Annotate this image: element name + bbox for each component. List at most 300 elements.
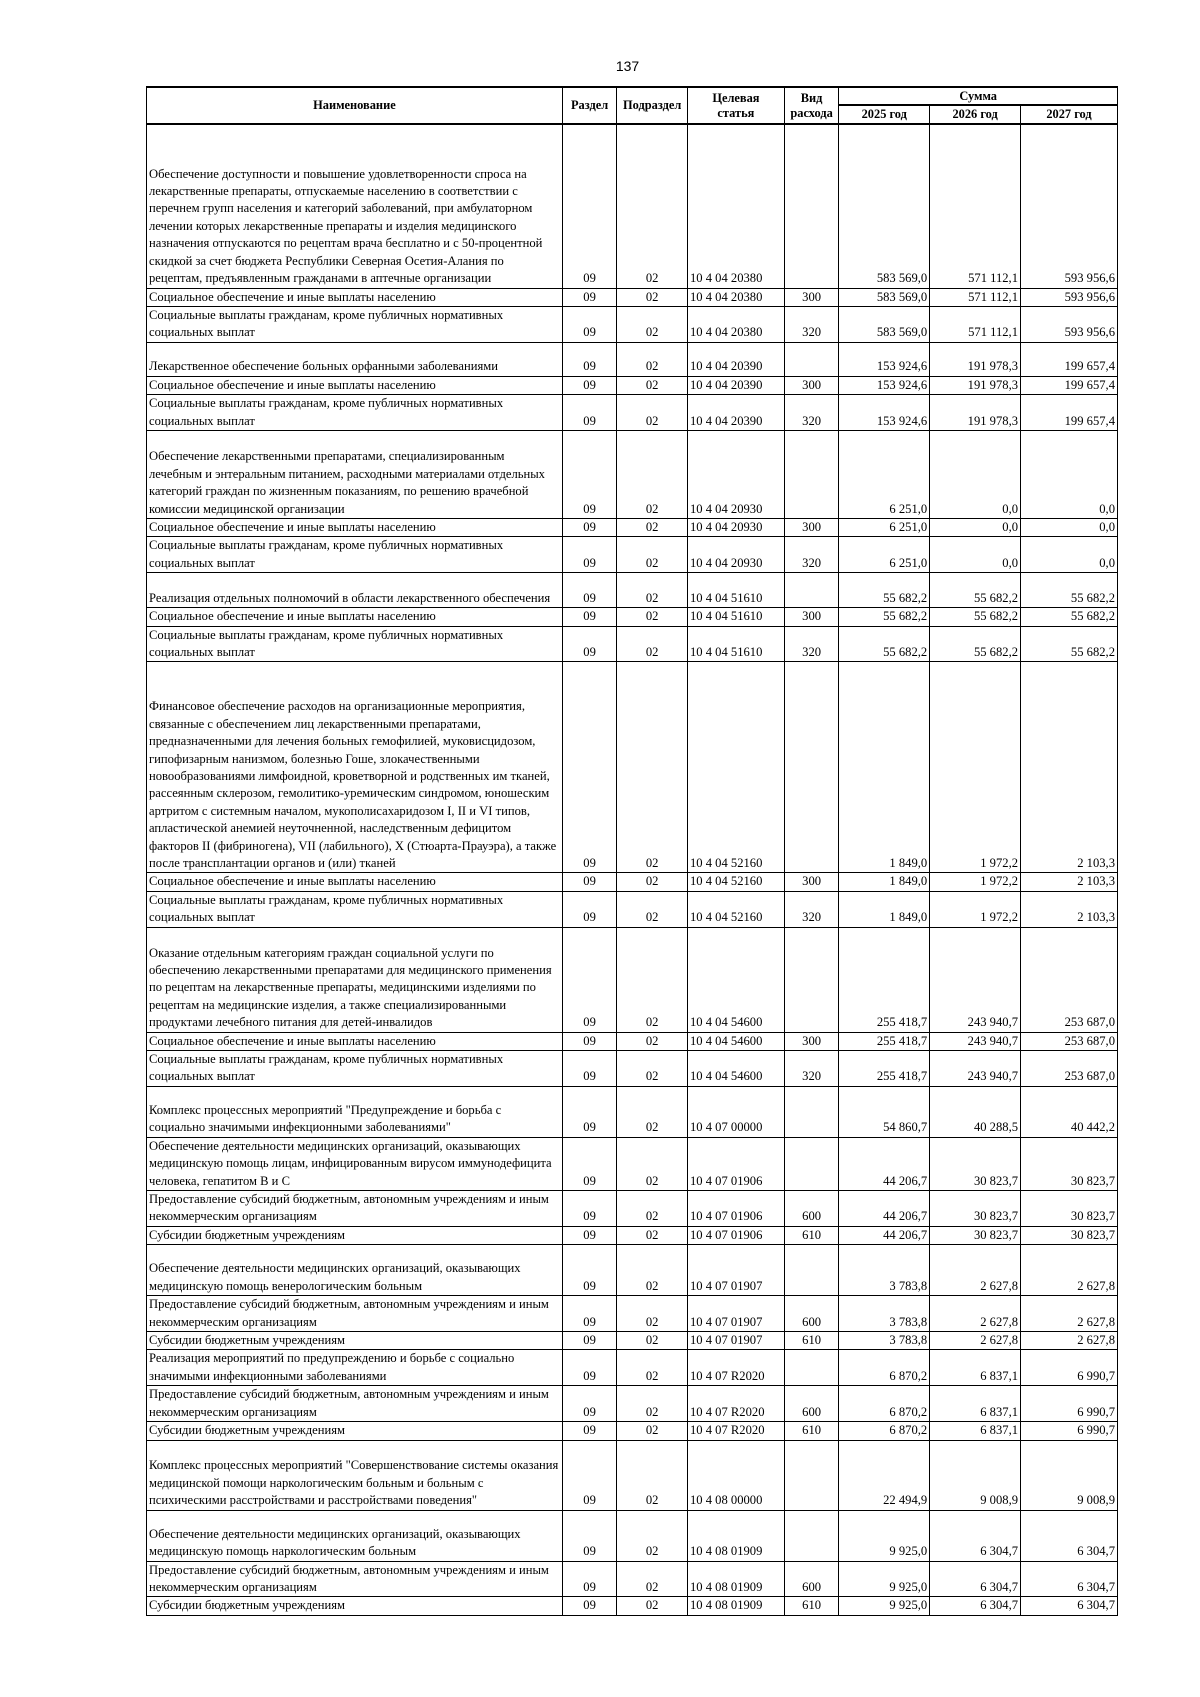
- row-subsection: 02: [617, 1510, 688, 1561]
- table-row: [147, 1032, 1118, 1050]
- row-target-article: 10 4 04 20390: [687, 395, 784, 431]
- row-sum-2025: 9 925,0: [839, 1510, 930, 1561]
- row-section: 09: [562, 1510, 617, 1561]
- row-section: 09: [562, 395, 617, 431]
- row-name: Субсидии бюджетным учреждениям: [147, 1422, 563, 1440]
- row-subsection: 02: [617, 1422, 688, 1440]
- row-sum-2026: 9 008,9: [930, 1440, 1021, 1510]
- row-expense-type: 320: [784, 626, 839, 662]
- row-expense-type: [784, 1440, 839, 1510]
- row-target-article: 10 4 04 20930: [687, 537, 784, 573]
- row-sum-2026: 1 972,2: [930, 891, 1021, 927]
- row-name: Социальные выплаты гражданам, кроме публичных нормативных социальных выплат: [147, 891, 563, 927]
- row-subsection: 02: [617, 430, 688, 518]
- row-expense-type: 610: [784, 1226, 839, 1244]
- row-name: Обеспечение деятельности медицинских организаций, оказывающих медицинскую помощь венерологическим больным: [147, 1245, 563, 1296]
- row-sum-2027: 2 627,8: [1021, 1332, 1118, 1350]
- row-sum-2026: 1 972,2: [930, 873, 1021, 891]
- row-sum-2027: 253 687,0: [1021, 1051, 1118, 1087]
- row-subsection: 02: [617, 608, 688, 626]
- table-row: [147, 124, 1118, 288]
- row-section: 09: [562, 608, 617, 626]
- row-expense-type: 320: [784, 306, 839, 342]
- row-sum-2025: 6 251,0: [839, 537, 930, 573]
- row-subsection: 02: [617, 626, 688, 662]
- row-target-article: 10 4 04 52160: [687, 662, 784, 873]
- header-type-line2: расхода: [790, 105, 833, 120]
- row-target-article: 10 4 04 20930: [687, 430, 784, 518]
- row-name: Предоставление субсидий бюджетным, автономным учреждениям и иным некоммерческим организациям: [147, 1296, 563, 1332]
- row-section: 09: [562, 124, 617, 288]
- row-sum-2026: 30 823,7: [930, 1137, 1021, 1190]
- row-target-article: 10 4 04 51610: [687, 626, 784, 662]
- table-row: [147, 873, 1118, 891]
- row-subsection: 02: [617, 376, 688, 394]
- row-section: 09: [562, 662, 617, 873]
- row-subsection: 02: [617, 873, 688, 891]
- header-target-line2: статья: [717, 105, 755, 120]
- header-section: Раздел: [562, 87, 617, 124]
- row-sum-2027: 253 687,0: [1021, 927, 1118, 1032]
- table-row: [147, 662, 1118, 873]
- row-name: Предоставление субсидий бюджетным, автономным учреждениям и иным некоммерческим организациям: [147, 1191, 563, 1227]
- table-row: [147, 288, 1118, 306]
- row-sum-2025: 55 682,2: [839, 608, 930, 626]
- row-expense-type: 600: [784, 1386, 839, 1422]
- row-sum-2025: 55 682,2: [839, 626, 930, 662]
- row-subsection: 02: [617, 927, 688, 1032]
- row-name: Социальные выплаты гражданам, кроме публичных нормативных социальных выплат: [147, 537, 563, 573]
- row-sum-2025: 6 870,2: [839, 1386, 930, 1422]
- row-section: 09: [562, 1245, 617, 1296]
- table-row: [147, 518, 1118, 536]
- row-section: 09: [562, 1350, 617, 1386]
- row-expense-type: 610: [784, 1422, 839, 1440]
- table-row: [147, 1296, 1118, 1332]
- row-section: 09: [562, 537, 617, 573]
- row-sum-2025: 55 682,2: [839, 573, 930, 608]
- row-sum-2026: 6 304,7: [930, 1510, 1021, 1561]
- row-name: Социальное обеспечение и иные выплаты населению: [147, 376, 563, 394]
- row-sum-2026: 0,0: [930, 518, 1021, 536]
- page-number: 137: [615, 58, 640, 74]
- row-sum-2025: 3 783,8: [839, 1245, 930, 1296]
- row-name: Обеспечение деятельности медицинских организаций, оказывающих медицинскую помощь лицам, инфицированным вирусом иммунодефицита человека, гепатитом В и С: [147, 1137, 563, 1190]
- row-sum-2027: 2 103,3: [1021, 891, 1118, 927]
- row-section: 09: [562, 927, 617, 1032]
- row-sum-2027: 2 627,8: [1021, 1296, 1118, 1332]
- row-sum-2027: 0,0: [1021, 430, 1118, 518]
- row-expense-type: [784, 662, 839, 873]
- row-target-article: 10 4 04 51610: [687, 573, 784, 608]
- row-section: 09: [562, 1086, 617, 1137]
- row-subsection: 02: [617, 1440, 688, 1510]
- row-sum-2025: 3 783,8: [839, 1332, 930, 1350]
- row-section: 09: [562, 1137, 617, 1190]
- row-name: Лекарственное обеспечение больных орфанными заболеваниями: [147, 342, 563, 376]
- row-sum-2026: 6 837,1: [930, 1422, 1021, 1440]
- row-sum-2025: 44 206,7: [839, 1226, 930, 1244]
- row-sum-2025: 255 418,7: [839, 927, 930, 1032]
- table-body: [147, 124, 1118, 1615]
- row-expense-type: [784, 927, 839, 1032]
- row-sum-2026: 243 940,7: [930, 927, 1021, 1032]
- table-row: [147, 1226, 1118, 1244]
- table-row: [147, 1051, 1118, 1087]
- row-expense-type: 320: [784, 395, 839, 431]
- row-name: Обеспечение лекарственными препаратами, специализированным лечебным и энтеральным питанием, расходными материалами отдельных категорий граждан по жизненным показаниям, по решению врачебной комиссии медицинской организации: [147, 430, 563, 518]
- row-target-article: 10 4 04 54600: [687, 927, 784, 1032]
- row-sum-2025: 583 569,0: [839, 306, 930, 342]
- row-sum-2026: 6 837,1: [930, 1386, 1021, 1422]
- row-sum-2025: 44 206,7: [839, 1137, 930, 1190]
- row-expense-type: 300: [784, 873, 839, 891]
- row-target-article: 10 4 08 01909: [687, 1561, 784, 1597]
- header-year-2026: 2026 год: [930, 105, 1021, 124]
- row-name: Социальное обеспечение и иные выплаты населению: [147, 518, 563, 536]
- row-subsection: 02: [617, 395, 688, 431]
- row-target-article: 10 4 04 20380: [687, 306, 784, 342]
- row-sum-2025: 255 418,7: [839, 1032, 930, 1050]
- row-expense-type: [784, 342, 839, 376]
- row-sum-2026: 571 112,1: [930, 288, 1021, 306]
- row-sum-2026: 6 837,1: [930, 1350, 1021, 1386]
- row-sum-2026: 571 112,1: [930, 306, 1021, 342]
- row-section: 09: [562, 342, 617, 376]
- row-sum-2025: 54 860,7: [839, 1086, 930, 1137]
- row-name: Реализация отдельных полномочий в области лекарственного обеспечения: [147, 573, 563, 608]
- row-sum-2025: 255 418,7: [839, 1051, 930, 1087]
- row-section: 09: [562, 1226, 617, 1244]
- row-subsection: 02: [617, 1245, 688, 1296]
- row-subsection: 02: [617, 1051, 688, 1087]
- header-subsection: Подраздел: [617, 87, 688, 124]
- row-sum-2025: 6 251,0: [839, 518, 930, 536]
- row-expense-type: [784, 573, 839, 608]
- row-sum-2027: 253 687,0: [1021, 1032, 1118, 1050]
- row-section: 09: [562, 288, 617, 306]
- row-target-article: 10 4 04 20380: [687, 124, 784, 288]
- row-subsection: 02: [617, 537, 688, 573]
- row-subsection: 02: [617, 1296, 688, 1332]
- row-target-article: 10 4 08 00000: [687, 1440, 784, 1510]
- row-name: Субсидии бюджетным учреждениям: [147, 1597, 563, 1615]
- row-subsection: 02: [617, 1226, 688, 1244]
- row-sum-2026: 2 627,8: [930, 1332, 1021, 1350]
- row-expense-type: [784, 1137, 839, 1190]
- row-expense-type: [784, 1086, 839, 1137]
- row-sum-2027: 2 103,3: [1021, 662, 1118, 873]
- row-sum-2027: 6 990,7: [1021, 1350, 1118, 1386]
- header-target-line1: Целевая: [712, 90, 760, 105]
- row-sum-2026: 0,0: [930, 537, 1021, 573]
- table-row: [147, 1245, 1118, 1296]
- row-section: 09: [562, 891, 617, 927]
- row-sum-2027: 6 990,7: [1021, 1386, 1118, 1422]
- row-name: Предоставление субсидий бюджетным, автономным учреждениям и иным некоммерческим организациям: [147, 1561, 563, 1597]
- row-name: Предоставление субсидий бюджетным, автономным учреждениям и иным некоммерческим организациям: [147, 1386, 563, 1422]
- table-header: [147, 87, 1118, 124]
- row-sum-2027: 40 442,2: [1021, 1086, 1118, 1137]
- row-sum-2026: 2 627,8: [930, 1245, 1021, 1296]
- row-target-article: 10 4 04 20380: [687, 288, 784, 306]
- row-sum-2027: 593 956,6: [1021, 306, 1118, 342]
- row-expense-type: [784, 430, 839, 518]
- row-target-article: 10 4 07 R2020: [687, 1422, 784, 1440]
- row-name: Социальное обеспечение и иные выплаты населению: [147, 873, 563, 891]
- row-target-article: 10 4 04 52160: [687, 891, 784, 927]
- row-subsection: 02: [617, 662, 688, 873]
- row-target-article: 10 4 04 20390: [687, 342, 784, 376]
- row-section: 09: [562, 1051, 617, 1087]
- row-sum-2027: 55 682,2: [1021, 573, 1118, 608]
- row-sum-2025: 22 494,9: [839, 1440, 930, 1510]
- row-subsection: 02: [617, 342, 688, 376]
- budget-table: [146, 86, 1118, 1616]
- table-row: [147, 608, 1118, 626]
- row-section: 09: [562, 1386, 617, 1422]
- row-sum-2026: 40 288,5: [930, 1086, 1021, 1137]
- row-sum-2027: 6 304,7: [1021, 1597, 1118, 1615]
- row-expense-type: 300: [784, 518, 839, 536]
- row-subsection: 02: [617, 1191, 688, 1227]
- row-target-article: 10 4 04 54600: [687, 1051, 784, 1087]
- table-row: [147, 1440, 1118, 1510]
- row-sum-2026: 243 940,7: [930, 1032, 1021, 1050]
- row-sum-2027: 30 823,7: [1021, 1137, 1118, 1190]
- row-name: Комплекс процессных мероприятий "Предупреждение и борьба с социально значимыми инфекционными заболеваниями": [147, 1086, 563, 1137]
- row-target-article: 10 4 07 00000: [687, 1086, 784, 1137]
- table-row: [147, 376, 1118, 394]
- row-sum-2026: 1 972,2: [930, 662, 1021, 873]
- row-sum-2025: 1 849,0: [839, 662, 930, 873]
- table-row: [147, 306, 1118, 342]
- row-expense-type: 320: [784, 537, 839, 573]
- table-row: [147, 537, 1118, 573]
- row-target-article: 10 4 04 20390: [687, 376, 784, 394]
- row-sum-2025: 9 925,0: [839, 1561, 930, 1597]
- table-row: [147, 1191, 1118, 1227]
- row-sum-2027: 30 823,7: [1021, 1226, 1118, 1244]
- row-section: 09: [562, 626, 617, 662]
- row-subsection: 02: [617, 1350, 688, 1386]
- row-target-article: 10 4 07 01906: [687, 1226, 784, 1244]
- row-name: Субсидии бюджетным учреждениям: [147, 1226, 563, 1244]
- row-sum-2026: 55 682,2: [930, 573, 1021, 608]
- row-sum-2025: 6 870,2: [839, 1422, 930, 1440]
- row-sum-2026: 2 627,8: [930, 1296, 1021, 1332]
- row-sum-2027: 55 682,2: [1021, 608, 1118, 626]
- row-subsection: 02: [617, 1386, 688, 1422]
- row-target-article: 10 4 08 01909: [687, 1510, 784, 1561]
- row-section: 09: [562, 376, 617, 394]
- row-sum-2025: 583 569,0: [839, 288, 930, 306]
- row-target-article: 10 4 07 R2020: [687, 1350, 784, 1386]
- row-sum-2025: 6 870,2: [839, 1350, 930, 1386]
- row-sum-2027: 199 657,4: [1021, 395, 1118, 431]
- table-row: [147, 1137, 1118, 1190]
- row-target-article: 10 4 07 01907: [687, 1296, 784, 1332]
- row-name: Социальные выплаты гражданам, кроме публичных нормативных социальных выплат: [147, 626, 563, 662]
- row-sum-2026: 571 112,1: [930, 124, 1021, 288]
- row-name: Финансовое обеспечение расходов на организационные мероприятия, связанные с обеспечением лиц лекарственными препаратами, предназначенными для лечения больных гемофилией, муковисцидозом, гипофизарным нанизмом, болезнью Гоше, злокачественными новообразованиями лимфоидной, кроветворной и родственных им тканей, рассеянным склерозом, гемолитико-уремическим синдромом, юношеским артритом с системным началом, мукополисахаридозом I, II и VI типов, апластической анемией неуточненной, наследственным дефицитом факторов II (фибриногена), VII (лабильного), X (Стюарта-Прауэра), а также после трансплантации органов и (или) тканей: [147, 662, 563, 873]
- row-expense-type: [784, 1510, 839, 1561]
- row-name: Социальное обеспечение и иные выплаты населению: [147, 1032, 563, 1050]
- header-type-line1: Вид: [800, 90, 823, 105]
- row-section: 09: [562, 518, 617, 536]
- row-target-article: 10 4 07 01906: [687, 1137, 784, 1190]
- table-row: [147, 1086, 1118, 1137]
- table-row: [147, 573, 1118, 608]
- row-sum-2026: 191 978,3: [930, 342, 1021, 376]
- header-expense-type: [784, 87, 839, 124]
- row-target-article: 10 4 07 R2020: [687, 1386, 784, 1422]
- row-section: 09: [562, 1296, 617, 1332]
- row-sum-2026: 30 823,7: [930, 1226, 1021, 1244]
- row-expense-type: [784, 1350, 839, 1386]
- row-sum-2027: 6 304,7: [1021, 1510, 1118, 1561]
- table-row: [147, 342, 1118, 376]
- row-sum-2027: 199 657,4: [1021, 342, 1118, 376]
- row-target-article: 10 4 07 01906: [687, 1191, 784, 1227]
- row-sum-2027: 6 304,7: [1021, 1561, 1118, 1597]
- row-expense-type: 300: [784, 288, 839, 306]
- row-subsection: 02: [617, 518, 688, 536]
- row-name: Комплекс процессных мероприятий "Совершенствование системы оказания медицинской помощи наркологическим больным и больным с психическими расстройствами и расстройствами поведения": [147, 1440, 563, 1510]
- table-row: [147, 1422, 1118, 1440]
- table-row: [147, 1561, 1118, 1597]
- row-name: Социальное обеспечение и иные выплаты населению: [147, 608, 563, 626]
- header-sum: Сумма: [839, 87, 1118, 105]
- row-sum-2026: 6 304,7: [930, 1561, 1021, 1597]
- row-sum-2025: 9 925,0: [839, 1597, 930, 1615]
- row-subsection: 02: [617, 891, 688, 927]
- row-section: 09: [562, 1191, 617, 1227]
- row-subsection: 02: [617, 1561, 688, 1597]
- row-sum-2026: 30 823,7: [930, 1191, 1021, 1227]
- table-row: [147, 1386, 1118, 1422]
- table-row: [147, 626, 1118, 662]
- table-row: [147, 1597, 1118, 1615]
- row-name: Социальное обеспечение и иные выплаты населению: [147, 288, 563, 306]
- row-section: 09: [562, 306, 617, 342]
- row-sum-2027: 2 627,8: [1021, 1245, 1118, 1296]
- row-expense-type: 610: [784, 1597, 839, 1615]
- row-sum-2027: 2 103,3: [1021, 873, 1118, 891]
- header-target-article: [687, 87, 784, 124]
- row-sum-2025: 153 924,6: [839, 376, 930, 394]
- row-sum-2027: 6 990,7: [1021, 1422, 1118, 1440]
- row-subsection: 02: [617, 288, 688, 306]
- row-target-article: 10 4 04 51610: [687, 608, 784, 626]
- row-subsection: 02: [617, 1332, 688, 1350]
- row-expense-type: 300: [784, 608, 839, 626]
- row-subsection: 02: [617, 1086, 688, 1137]
- row-expense-type: 300: [784, 1032, 839, 1050]
- row-sum-2025: 583 569,0: [839, 124, 930, 288]
- row-subsection: 02: [617, 573, 688, 608]
- row-expense-type: 610: [784, 1332, 839, 1350]
- table-row: [147, 1510, 1118, 1561]
- row-section: 09: [562, 1440, 617, 1510]
- row-section: 09: [562, 1561, 617, 1597]
- row-sum-2025: 1 849,0: [839, 873, 930, 891]
- row-name: Субсидии бюджетным учреждениям: [147, 1332, 563, 1350]
- row-subsection: 02: [617, 1597, 688, 1615]
- row-section: 09: [562, 430, 617, 518]
- row-sum-2025: 6 251,0: [839, 430, 930, 518]
- header-name: Наименование: [147, 87, 563, 124]
- row-name: Оказание отдельным категориям граждан социальной услуги по обеспечению лекарственными препаратами для медицинского применения по рецептам на лекарственные препараты, медицинскими изделиями по рецептам на медицинские изделия, а также специализированными продуктами лечебного питания для детей-инвалидов: [147, 927, 563, 1032]
- row-name: Социальные выплаты гражданам, кроме публичных нормативных социальных выплат: [147, 306, 563, 342]
- row-sum-2025: 153 924,6: [839, 395, 930, 431]
- row-name: Обеспечение деятельности медицинских организаций, оказывающих медицинскую помощь наркологическим больным: [147, 1510, 563, 1561]
- table-row: [147, 1350, 1118, 1386]
- row-sum-2026: 243 940,7: [930, 1051, 1021, 1087]
- row-name: Социальные выплаты гражданам, кроме публичных нормативных социальных выплат: [147, 395, 563, 431]
- row-expense-type: 600: [784, 1296, 839, 1332]
- row-section: 09: [562, 873, 617, 891]
- row-subsection: 02: [617, 124, 688, 288]
- row-name: Социальные выплаты гражданам, кроме публичных нормативных социальных выплат: [147, 1051, 563, 1087]
- row-section: 09: [562, 1332, 617, 1350]
- row-name: Реализация мероприятий по предупреждению и борьбе с социально значимыми инфекционными заболеваниями: [147, 1350, 563, 1386]
- row-expense-type: 600: [784, 1561, 839, 1597]
- row-section: 09: [562, 1597, 617, 1615]
- row-subsection: 02: [617, 1137, 688, 1190]
- row-sum-2027: 0,0: [1021, 537, 1118, 573]
- row-section: 09: [562, 573, 617, 608]
- row-section: 09: [562, 1422, 617, 1440]
- row-sum-2026: 191 978,3: [930, 395, 1021, 431]
- row-sum-2025: 153 924,6: [839, 342, 930, 376]
- row-sum-2026: 0,0: [930, 430, 1021, 518]
- table-row: [147, 927, 1118, 1032]
- table-row: [147, 395, 1118, 431]
- table-row: [147, 430, 1118, 518]
- row-target-article: 10 4 08 01909: [687, 1597, 784, 1615]
- row-section: 09: [562, 1032, 617, 1050]
- row-sum-2027: 593 956,6: [1021, 124, 1118, 288]
- table-row: [147, 1332, 1118, 1350]
- row-expense-type: 320: [784, 1051, 839, 1087]
- row-sum-2026: 6 304,7: [930, 1597, 1021, 1615]
- row-sum-2026: 55 682,2: [930, 608, 1021, 626]
- row-sum-2027: 593 956,6: [1021, 288, 1118, 306]
- row-subsection: 02: [617, 1032, 688, 1050]
- row-target-article: 10 4 07 01907: [687, 1245, 784, 1296]
- row-expense-type: 300: [784, 376, 839, 394]
- row-sum-2027: 9 008,9: [1021, 1440, 1118, 1510]
- row-target-article: 10 4 07 01907: [687, 1332, 784, 1350]
- row-name: Обеспечение доступности и повышение удовлетворенности спроса на лекарственные препараты, отпускаемые населению в соответствии с перечнем групп населения и категорий заболеваний, при амбулаторном лечении которых лекарственные препараты и изделия медицинского назначения отпускаются по рецептам врача бесплатно и с 50-процентной скидкой за счет бюджета Республики Северная Осетия-Алания по рецептам, предъявленным гражданами в аптечные организации: [147, 124, 563, 288]
- row-expense-type: [784, 1245, 839, 1296]
- row-subsection: 02: [617, 306, 688, 342]
- row-sum-2027: 30 823,7: [1021, 1191, 1118, 1227]
- row-expense-type: [784, 124, 839, 288]
- row-target-article: 10 4 04 54600: [687, 1032, 784, 1050]
- row-sum-2027: 55 682,2: [1021, 626, 1118, 662]
- row-sum-2027: 199 657,4: [1021, 376, 1118, 394]
- row-sum-2025: 44 206,7: [839, 1191, 930, 1227]
- row-sum-2025: 3 783,8: [839, 1296, 930, 1332]
- header-year-2025: 2025 год: [839, 105, 930, 124]
- row-expense-type: 320: [784, 891, 839, 927]
- row-target-article: 10 4 04 52160: [687, 873, 784, 891]
- row-sum-2025: 1 849,0: [839, 891, 930, 927]
- header-year-2027: 2027 год: [1021, 105, 1118, 124]
- row-sum-2027: 0,0: [1021, 518, 1118, 536]
